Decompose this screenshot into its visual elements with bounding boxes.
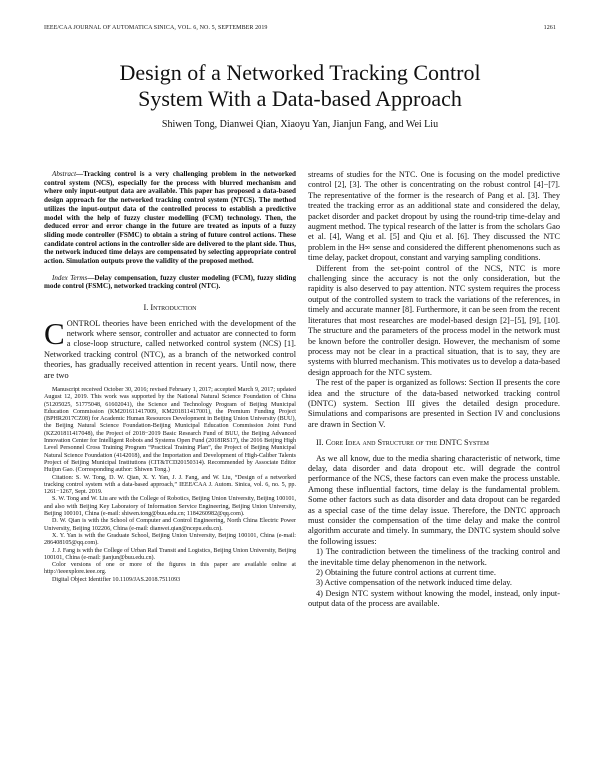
- list-item: 1) The contradiction between the timeliness of the tracking control and the inevitable time delay phenomenon in the network.: [308, 547, 560, 567]
- paper-title: [40, 60, 560, 112]
- title-line-2: System With a Data-based Approach: [138, 86, 462, 111]
- title-line-1: Design of a Networked Tracking Control: [119, 60, 481, 85]
- right-column: [308, 170, 560, 610]
- abstract-text: —Tracking control is a very challenging problem in the networked control system (NCS), especially for the process with blurred mechanism and where only input-output data are available. This paper has proposed a data-based design approach for the networked tracking control system (NTCS). The method utilizes the input-output data of the controlled process to establish a predictive model with the help of fuzzy cluster modelling (FCM) technology. Then, the deduced error and error change in the future are treated as inputs of a fuzzy sliding mode controller (FSMC) to obtain a string of future control actions. These candidate control actions in the controller side are delivered to the plant side. Thus, the network induced time delays are compensated by selecting appropriate control action. Simulation outputs prove the validity of the proposed method.: [44, 170, 296, 266]
- footnote-affiliation-fang: J. J. Fang is with the College of Urban Rail Transit and Logistics, Beijing Union University, Beijing 100101, China (e-mail: jianjun@buu.edu.cn).: [44, 547, 296, 561]
- list-item: 3) Active compensation of the network induced time delay.: [316, 578, 512, 588]
- index-terms: [44, 274, 296, 291]
- footnote-affiliation-yan: X. Y. Yan is with the Graduate School, Beijing Union University, Beijing 100101, China (e-mail: 286408105@qq.com).: [44, 532, 296, 547]
- list-item: 2) Obtaining the future control actions at current time.: [316, 568, 496, 578]
- footnote-affiliation-tong-liu: S. W. Tong and W. Liu are with the College of Robotics, Beijing Union University, Beijing 100101, and also with Beijing Key Laboratory of Information Service Engineering, Beijing Union University, Beijing 100101, China (e-mail: shiwen.tong@buu.edu.cn; 1184260982@qq.com).: [44, 496, 296, 518]
- issue-list: [308, 547, 560, 609]
- paragraph-organization: The rest of the paper is organized as follows: Section II presents the core idea and the structure of the data-based networked tracking control (DNTC) system. Section III gives the detailed design procedure. Simulations and comparisons are presented in Section IV and conclusions are drawn in Section V.: [308, 378, 560, 429]
- paragraph-ntc-challenge: Different from the set-point control of the NCS, NTC is more challenging since the accuracy is not the only consideration, but the rapidity is also deserved to pay attention. NTC system requires the process output of the controlled system to track the variations of the references, in timely and accurate manner [8]. Furthermore, it can be seen from the recent literatures that most researches are model-based design [2]−[5], [9], [10]. The structure and the parameters of the process model in the network must be known before the controller design. However, the mechanism of some process may not be clear in a practical situation, that is to say, they are systems with blurred mechanism. This motivates us to develop a data-based design approach for the NTC system.: [308, 263, 560, 377]
- footnote-affiliation-qian: D. W. Qian is with the School of Computer and Control Engineering, North China Electric Power University, Beijing 102206, China (e-mail: dianwei.qian@ncepu.edu.cn).: [44, 518, 296, 532]
- journal-header: IEEE/CAA JOURNAL OF AUTOMATICA SINICA, VOL. 6, NO. 5, SEPTEMBER 2019: [44, 25, 268, 31]
- abstract-label: Abstract: [52, 170, 77, 178]
- drop-cap: C: [44, 315, 65, 351]
- index-terms-label: Index Terms: [52, 273, 88, 282]
- paragraph-media-sharing: As we all know, due to the media sharing characteristic of network, time delay, data disorder and data dropout etc. will degrade the control performance of the NCS, these factors can even make the process unstable. Among these influential factors, time delay is the fundamental problem. Some other factors such as data disorder and data dropout can be regarded as a special case of the time delay issue. Therefore, the DNTC approach must consider the compensation of the time delay and make the control algorithm accurate and timely. In summary, the DNTC system should solve the following issues:: [308, 453, 560, 546]
- footnote-manuscript: Manuscript received October 30, 2016; revised February 1, 2017; accepted March 9, 2017; updated August 12, 2019. This work was supported by the National Natural Science Foundation of China (51205025, 51775048, 61602041), the Science and Technology Program of Beijing Municipal Education Commission (KM201611417009, KM201811417001), the Premium Funding Project (BPHR2017CZ08) for Academic Human Resources Development in Beijing Union University (BUU), the Beijing Natural Science Foundation-Beijing Municipal Education Commission Joint Fund (KZ201811417048), the Project of 2018−2019 Basic Research Fund of BUU, the Beijing Advanced Innovation Center for Intelligent Robots and Systems Open Fund (2018IRS17), the 2016 Beijing High Level Personnel Cross Training Program “Practical Training Plan”, the Project of Beijing Municipal Natural Science Foundation (4142018), and the Importation and Development of High-Caliber Talents Project of Beijing Municipal Institutions (CIT&TCD20150314). Recommended by Associate Editor Huijun Gao. (Corresponding author: Shiwen Tong.): [44, 386, 296, 474]
- paragraph-streams: streams of studies for the NTC. One is focusing on the model predictive control [2], [3]. The other is concentrating on the robust control [4]−[7]. The representative of the former is the research of Pang et al. [3]. They treated the tracking error as an additional state and considered the delay, packet disorder and packet dropout by using the round-trip time-delay and augment method. The typical research of the latter is from the scholars Gao et al. [4], Wang et al. [5] and Qiu et al. [6]. They discussed the NTC problem in the H∞ sense and considered the different phenomenons such as time delay, packet dropout, constant and varying sampling conditions.: [308, 170, 560, 263]
- footnotes: [44, 387, 296, 584]
- footnote-doi: Digital Object Identifier 10.1109/JAS.2018.7511093: [52, 576, 181, 583]
- intro-paragraph: [44, 315, 296, 381]
- list-item: 4) Design NTC system without knowing the model, instead, only input-output data of the process are available.: [308, 588, 560, 609]
- abstract: [44, 170, 296, 266]
- section-1-heading: I. Introduction: [143, 303, 197, 313]
- left-column: [44, 170, 296, 584]
- footnote-citation: Citation: S. W. Tong, D. W. Qian, X. Y. Yan, J. J. Fang, and W. Liu, “Design of a networked tracking control system with a data-based approach,” IEEE/CAA J. Autom. Sinica, vol. 6, no. 5, pp. 1261−1267, Sept. 2019.: [44, 474, 296, 496]
- index-terms-text: —Delay compensation, fuzzy cluster modeling (FCM), fuzzy sliding mode control (FSMC), networked tracking control (NTC).: [44, 273, 296, 291]
- section-2-heading: II. Core Idea and Structure of the DNTC System: [316, 438, 489, 448]
- footnote-color-versions: Color versions of one or more of the figures in this paper are available online at http://ieeexplore.ieee.org.: [44, 562, 296, 576]
- intro-text: ONTROL theories have been enriched with the development of the network where sensor, controller and actuator are connected to form a close-loop structure, called networked control system (NCS) [1]. Networked tracking control (NTC), as a branch of the networked control theories, has gradually received attention in recent years. Until now, there are two: [44, 318, 296, 380]
- page-number: 1261: [543, 25, 556, 31]
- author-list: Shiwen Tong, Dianwei Qian, Xiaoyu Yan, Jianjun Fang, and Wei Liu: [161, 119, 439, 130]
